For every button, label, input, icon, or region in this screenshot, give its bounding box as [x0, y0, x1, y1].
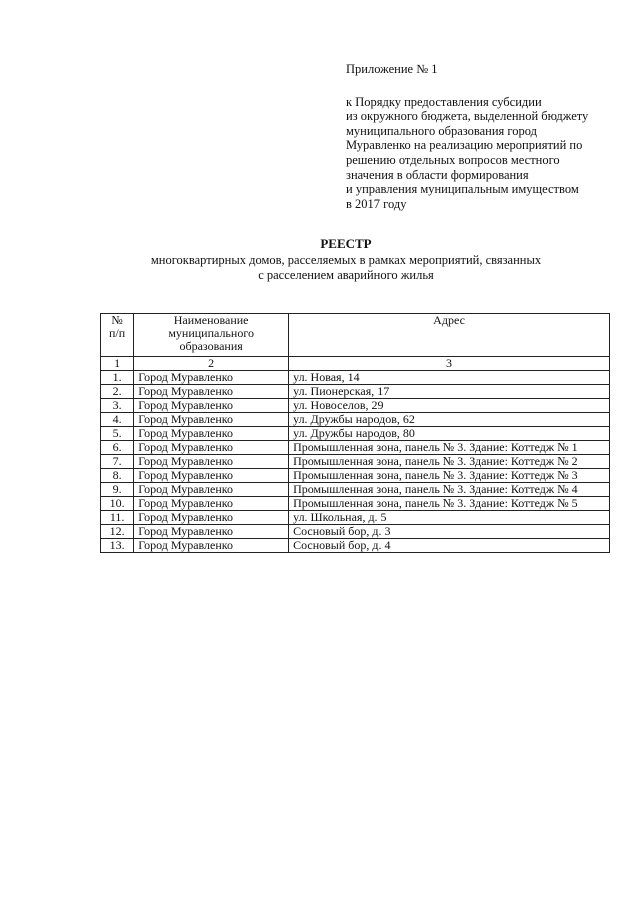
table-row	[101, 469, 610, 483]
registry-table	[100, 313, 610, 553]
row-number: 5.	[101, 427, 134, 441]
table-header-row	[101, 314, 610, 357]
header-number: № п/п	[101, 314, 134, 357]
table-row	[101, 455, 610, 469]
row-address: Промышленная зона, панель № 3. Здание: Коттедж № 3	[289, 469, 610, 483]
document-title	[100, 236, 592, 283]
column-index-row	[101, 357, 610, 371]
appendix-line: Муравленко на реализацию мероприятий по	[346, 138, 583, 153]
row-number: 7.	[101, 455, 134, 469]
row-address: ул. Дружбы народов, 62	[289, 413, 610, 427]
appendix-line: решению отдельных вопросов местного	[346, 152, 560, 167]
row-municipality: Город Муравленко	[134, 441, 289, 455]
table-row	[101, 539, 610, 553]
row-address: ул. Новая, 14	[289, 371, 610, 385]
appendix-text	[346, 95, 626, 212]
table-row	[101, 427, 610, 441]
table-row	[101, 483, 610, 497]
column-index: 2	[134, 357, 289, 371]
row-address: Сосновый бор, д. 3	[289, 525, 610, 539]
table-row	[101, 525, 610, 539]
appendix-block	[346, 62, 626, 211]
table-row	[101, 371, 610, 385]
row-municipality: Город Муравленко	[134, 399, 289, 413]
row-number: 3.	[101, 399, 134, 413]
row-address: Промышленная зона, панель № 3. Здание: Коттедж № 4	[289, 483, 610, 497]
row-municipality: Город Муравленко	[134, 469, 289, 483]
row-municipality: Город Муравленко	[134, 539, 289, 553]
appendix-line: значения в области формирования	[346, 167, 529, 182]
table-row	[101, 441, 610, 455]
column-index: 1	[101, 357, 134, 371]
table-row	[101, 399, 610, 413]
row-number: 11.	[101, 511, 134, 525]
row-address: Сосновый бор, д. 4	[289, 539, 610, 553]
table-body	[101, 371, 610, 553]
row-address: Промышленная зона, панель № 3. Здание: Коттедж № 2	[289, 455, 610, 469]
row-municipality: Город Муравленко	[134, 455, 289, 469]
table-row	[101, 385, 610, 399]
row-municipality: Город Муравленко	[134, 385, 289, 399]
title-line: многоквартирных домов, расселяемых в рамках мероприятий, связанных	[150, 253, 542, 267]
row-address: ул. Пионерская, 17	[289, 385, 610, 399]
row-number: 6.	[101, 441, 134, 455]
row-municipality: Город Муравленко	[134, 497, 289, 511]
table-row	[101, 511, 610, 525]
appendix-line: муниципального образования город	[346, 123, 537, 138]
title-line: с расселением аварийного жилья	[258, 268, 434, 282]
row-number: 4.	[101, 413, 134, 427]
row-number: 9.	[101, 483, 134, 497]
row-address: ул. Новоселов, 29	[289, 399, 610, 413]
row-address: ул. Дружбы народов, 80	[289, 427, 610, 441]
header-address: Адрес	[289, 314, 610, 357]
appendix-line: в 2017 году	[346, 196, 407, 211]
row-municipality: Город Муравленко	[134, 371, 289, 385]
table-row	[101, 497, 610, 511]
row-number: 1.	[101, 371, 134, 385]
row-number: 10.	[101, 497, 134, 511]
appendix-line: и управления муниципальным имуществом	[346, 182, 579, 197]
table-row	[101, 413, 610, 427]
header-municipality: Наименование муниципального образования	[134, 314, 289, 357]
row-number: 2.	[101, 385, 134, 399]
row-municipality: Город Муравленко	[134, 483, 289, 497]
appendix-number: Приложение № 1	[346, 62, 438, 76]
title-heading: РЕЕСТР	[320, 236, 372, 251]
row-municipality: Город Муравленко	[134, 511, 289, 525]
appendix-line: из окружного бюджета, выделенной бюджету	[346, 109, 589, 124]
row-municipality: Город Муравленко	[134, 413, 289, 427]
row-municipality: Город Муравленко	[134, 525, 289, 539]
column-index: 3	[289, 357, 610, 371]
appendix-line: к Порядку предоставления субсидии	[346, 94, 542, 109]
row-number: 8.	[101, 469, 134, 483]
row-address: Промышленная зона, панель № 3. Здание: Коттедж № 5	[289, 497, 610, 511]
row-number: 12.	[101, 525, 134, 539]
row-number: 13.	[101, 539, 134, 553]
row-address: ул. Школьная, д. 5	[289, 511, 610, 525]
row-municipality: Город Муравленко	[134, 427, 289, 441]
row-address: Промышленная зона, панель № 3. Здание: Коттедж № 1	[289, 441, 610, 455]
